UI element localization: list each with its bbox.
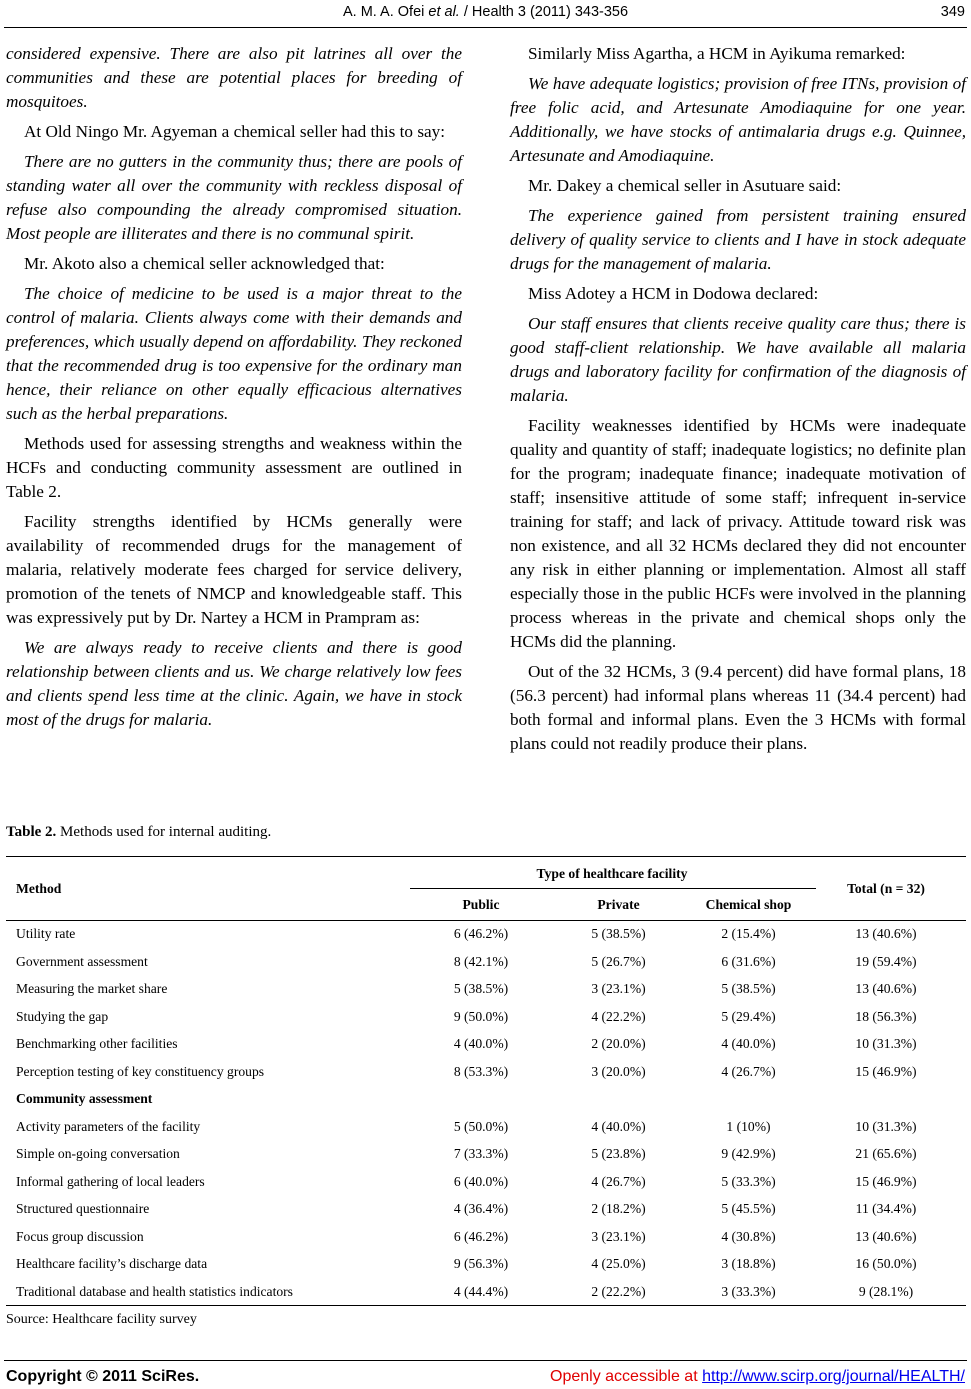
total-cell: 10 (31.3%)	[855, 1036, 917, 1051]
paragraph: Facility strengths identified by HCMs generally were availability of recommended drugs for the management of malaria, relatively moderate fees charged for service delivery, promotion of the tenets of NMCP and knowledgeable staff. This was expressively put by Dr. Nartey a HCM in Prampram as:	[6, 512, 462, 627]
chemical-shop-cell: 5 (29.4%)	[721, 1008, 776, 1024]
private-cell: 3 (23.1%)	[591, 981, 646, 996]
journal-link[interactable]: http://www.scirp.org/journal/HEALTH/	[702, 1368, 965, 1385]
total-cell: 13 (40.6%)	[855, 981, 917, 996]
total-cell: 15 (46.9%)	[855, 1063, 917, 1079]
page-number: 349	[940, 4, 965, 20]
group-header-rule	[410, 888, 816, 889]
table-caption-label: Table 2.	[6, 824, 57, 840]
private-cell: 2 (18.2%)	[591, 1201, 646, 1216]
table-caption	[6, 824, 271, 841]
chemical-shop-cell: 3 (18.8%)	[721, 1256, 776, 1271]
method-cell: Benchmarking other facilities	[16, 1036, 178, 1051]
chemical-shop-cell: 5 (45.5%)	[721, 1201, 776, 1216]
header-facility-type: Type of healthcare facility	[536, 866, 688, 881]
private-cell: 4 (22.2%)	[591, 1008, 646, 1024]
total-cell: 19 (59.4%)	[855, 953, 917, 969]
method-cell: Informal gathering of local leaders	[16, 1173, 205, 1189]
header-total: Total (n = 32)	[847, 881, 925, 896]
public-cell: 7 (33.3%)	[453, 1146, 509, 1161]
paragraph: The experience gained from persistent training ensured delivery of quality service to clients and I have in stock adequate drugs for the management of malaria.	[510, 206, 966, 273]
private-cell: 5 (26.7%)	[591, 953, 646, 969]
public-cell: 9 (50.0%)	[453, 1008, 509, 1024]
public-cell: 4 (36.4%)	[453, 1201, 509, 1216]
right-text-column	[510, 42, 966, 762]
method-cell: Utility rate	[16, 926, 76, 941]
chemical-shop-cell: 6 (31.6%)	[721, 953, 776, 969]
public-cell: 6 (40.0%)	[453, 1173, 509, 1189]
total-cell: 13 (40.6%)	[855, 1228, 917, 1244]
chemical-shop-cell: 4 (26.7%)	[721, 1063, 776, 1079]
method-cell: Simple on-going conversation	[16, 1146, 180, 1161]
table-row	[6, 1030, 966, 1057]
paragraph: Mr. Akoto also a chemical seller acknowledged that:	[24, 254, 385, 273]
table-bottom-rule	[6, 1305, 966, 1306]
paragraph: Mr. Dakey a chemical seller in Asutuare said:	[528, 176, 842, 195]
public-cell: 5 (38.5%)	[453, 981, 509, 996]
header-public: Public	[462, 897, 500, 912]
access-notice	[550, 1368, 965, 1386]
total-cell: 11 (34.4%)	[855, 1201, 917, 1216]
private-cell: 5 (38.5%)	[591, 926, 646, 941]
chemical-shop-cell: 3 (33.3%)	[721, 1283, 776, 1299]
paragraph: The choice of medicine to be used is a major threat to the control of malaria. Clients always come with their demands and preferences, which usually depend on affordability. They reckoned that the recommended drug is too expensive for the ordinary man hence, their reliance on other equally efficacious alternatives such as the herbal preparations.	[6, 284, 462, 423]
private-cell: 3 (23.1%)	[591, 1228, 646, 1244]
table-row	[6, 920, 966, 947]
method-cell: Government assessment	[16, 953, 148, 969]
paragraph: Facility weaknesses identified by HCMs were inadequate quality and quantity of staff; inadequate logistics; no definite plan for the program; inadequate finance; inadequate motivation of staff; insensitive attitude of some staff; infrequent in-service training for staff; and lack of privacy. Attitude toward risk was non existence, and all 32 HCMs declared they did not encounter any risk in either planning or implementation. Almost all staff especially those in the public HCFs were involved in the planning process whereas in the private and chemical shops only the HCMs did the planning.	[510, 416, 966, 651]
method-cell: Traditional database and health statistics indicators	[16, 1283, 293, 1299]
method-cell: Healthcare facility’s discharge data	[16, 1256, 208, 1271]
header-divider	[4, 27, 967, 28]
table-row	[6, 1140, 966, 1167]
table-row	[6, 1223, 966, 1250]
method-cell: Perception testing of key constituency groups	[16, 1063, 265, 1079]
paragraph: Miss Adotey a HCM in Dodowa declared:	[528, 284, 819, 303]
method-cell: Activity parameters of the facility	[16, 1118, 201, 1134]
public-cell: 4 (44.4%)	[453, 1283, 509, 1299]
total-cell: 16 (50.0%)	[855, 1256, 917, 1271]
section-label: Community assessment	[16, 1091, 153, 1106]
public-cell: 8 (42.1%)	[453, 953, 509, 969]
private-cell: 4 (40.0%)	[591, 1118, 646, 1134]
total-cell: 21 (65.6%)	[855, 1146, 917, 1161]
table-row	[6, 1113, 966, 1140]
public-cell: 6 (46.2%)	[453, 926, 509, 941]
table-row	[6, 1058, 966, 1085]
public-cell: 9 (56.3%)	[453, 1256, 509, 1271]
table-row	[6, 975, 966, 1002]
chemical-shop-cell: 2 (15.4%)	[721, 926, 776, 941]
paragraph: We have adequate logistics; provision of free ITNs, provision of free folic acid, and Artesunate Amodiaquine for one year. Additionally, we have stocks of antimalaria drugs e.g. Quinnee, Artesunate and Amodiaquine.	[510, 74, 966, 165]
table-row	[6, 1278, 966, 1305]
paragraph: We are always ready to receive clients and there is good relationship between clients and us. We charge relatively low fees and clients spend less time at the clinic. Again, we have in stock most of the drugs for malaria.	[6, 638, 462, 729]
paragraph: At Old Ningo Mr. Agyeman a chemical seller had this to say:	[24, 122, 446, 141]
method-cell: Focus group discussion	[16, 1228, 144, 1244]
page-footer	[0, 1364, 971, 1389]
copyright-notice: Copyright © 2011 SciRes.	[6, 1368, 200, 1385]
header-journal: / Health 3 (2011) 343-356	[459, 4, 629, 20]
header-method: Method	[16, 881, 62, 896]
chemical-shop-cell: 4 (30.8%)	[721, 1228, 776, 1244]
public-cell: 4 (40.0%)	[453, 1036, 509, 1051]
left-text-column	[6, 42, 462, 738]
private-cell: 5 (23.8%)	[591, 1146, 646, 1161]
chemical-shop-cell: 5 (38.5%)	[721, 981, 776, 996]
total-cell: 10 (31.3%)	[855, 1118, 917, 1134]
public-cell: 8 (53.3%)	[453, 1063, 509, 1079]
footer-divider	[4, 1360, 967, 1361]
public-cell: 6 (46.2%)	[453, 1228, 509, 1244]
header-authors: A. M. A. Ofei	[342, 4, 429, 20]
private-cell: 4 (25.0%)	[591, 1256, 646, 1271]
total-cell: 18 (56.3%)	[855, 1008, 917, 1024]
table-source: Source: Healthcare facility survey	[6, 1312, 197, 1327]
private-cell: 4 (26.7%)	[591, 1173, 646, 1189]
header-chemical-shop: Chemical shop	[705, 897, 792, 912]
method-cell: Structured questionnaire	[16, 1201, 150, 1216]
chemical-shop-cell: 9 (42.9%)	[721, 1146, 776, 1161]
chemical-shop-cell: 4 (40.0%)	[721, 1036, 776, 1051]
method-cell: Studying the gap	[16, 1008, 109, 1024]
table-row	[6, 948, 966, 975]
table-row	[6, 1250, 966, 1277]
total-cell: 9 (28.1%)	[858, 1283, 914, 1299]
table-row	[6, 1168, 966, 1195]
paragraph: Similarly Miss Agartha, a HCM in Ayikuma remarked:	[528, 44, 906, 63]
paragraph: Methods used for assessing strengths and weakness within the HCFs and conducting community assessment are outlined in Table 2.	[6, 434, 462, 501]
private-cell: 3 (20.0%)	[591, 1063, 646, 1079]
paragraph: Our staff ensures that clients receive quality care thus; there is good staff-client relationship. We have available all malaria drugs and laboratory facility for confirmation of the diagnosis of malaria.	[510, 314, 966, 405]
private-cell: 2 (20.0%)	[591, 1036, 646, 1051]
table-row	[6, 1003, 966, 1030]
chemical-shop-cell: 5 (33.3%)	[721, 1173, 776, 1189]
paragraph: There are no gutters in the community thus; there are pools of standing water all over the community with reckless disposal of refuse also compounding the already compromised situation. Most people are illiterates and there is no communal spirit.	[6, 152, 462, 243]
total-cell: 13 (40.6%)	[855, 926, 917, 941]
private-cell: 2 (22.2%)	[591, 1283, 646, 1299]
section-row	[6, 1085, 966, 1112]
table-row	[6, 1195, 966, 1222]
total-cell: 15 (46.9%)	[855, 1173, 917, 1189]
chemical-shop-cell: 1 (10%)	[726, 1118, 771, 1134]
paragraph: considered expensive. There are also pit latrines all over the communities and these are potential places for breeding of mosquitoes.	[6, 44, 462, 111]
public-cell: 5 (50.0%)	[453, 1118, 509, 1134]
table-top-rule	[6, 856, 966, 857]
running-title	[0, 4, 971, 20]
header-etal: et al.	[428, 4, 460, 20]
running-header	[0, 0, 971, 28]
table-caption-text: Methods used for internal auditing.	[56, 824, 272, 840]
paragraph: Out of the 32 HCMs, 3 (9.4 percent) did have formal plans, 18 (56.3 percent) had informal plans whereas 11 (34.4 percent) had both formal and informal plans. Even the 3 HCMs with formal plans could not readily produce their plans.	[510, 662, 966, 753]
method-cell: Measuring the market share	[16, 981, 168, 996]
header-private: Private	[597, 897, 640, 912]
access-text: Openly accessible at	[550, 1368, 703, 1385]
